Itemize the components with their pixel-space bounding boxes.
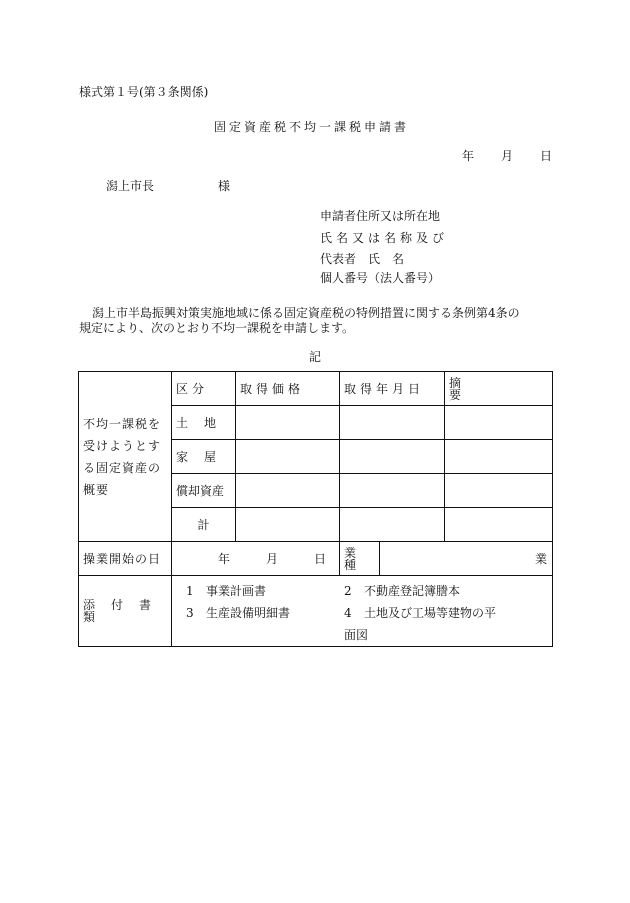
header-price: 取得価格 [236,372,340,406]
attachments-label: 添付書類 [79,576,172,647]
applicant-address-label: 申請者住所又は所在地 [320,209,441,223]
row-house-label: 家屋 [172,440,236,474]
applicant-name-label: 氏名又は名称及び [320,231,449,245]
header-date: 取得年月日 [340,372,445,406]
house-note-cell[interactable] [445,440,553,474]
house-price-cell[interactable] [236,440,340,474]
document-title: 固定資産税不均一課税申請書 [214,120,410,134]
body-text-line2: 規定により、次のとおり不均一課税を申請します。 [79,321,355,335]
total-price-cell[interactable] [236,508,340,542]
row-depreciable-label: 償却資産 [172,474,236,508]
date-day-label: 日 [540,149,553,163]
total-date-cell[interactable] [340,508,445,542]
applicant-representative-label: 代表者 氏 名 [320,252,405,266]
list-item: 1 事業計画書 [186,584,267,598]
addressee-name: 潟上市長 [106,179,155,193]
house-date-cell[interactable] [340,440,445,474]
total-note-cell[interactable] [445,508,553,542]
ki-heading: 記 [309,350,322,364]
date-month-label: 月 [501,149,514,163]
land-price-cell[interactable] [236,406,340,440]
form-number: 様式第１号(第３条関係) [79,85,209,99]
land-note-cell[interactable] [445,406,553,440]
body-text-line1: 潟上市半島振興対策実施地域に係る固定資産税の特例措置に関する条例第4条の [92,306,520,320]
summary-label: 不均一課税を受けようとする固定資産の概要 [83,416,162,497]
header-category: 区分 [172,372,236,406]
start-day-label: 日 [314,551,327,566]
start-date-label: 操業開始の日 [79,542,172,576]
depreciable-date-cell[interactable] [340,474,445,508]
summary-label-cell [79,372,172,542]
table-row [79,542,553,576]
row-land-label: 土地 [172,406,236,440]
list-item: 3 生産設備明細書 [186,606,291,620]
industry-cell[interactable] [380,542,553,576]
table-row [79,576,553,647]
start-month-label: 月 [266,551,279,566]
industry-label: 業種 [340,542,380,576]
depreciable-note-cell[interactable] [445,474,553,508]
start-date-cell[interactable] [172,542,340,576]
land-date-cell[interactable] [340,406,445,440]
list-item: 2 不動産登記簿謄本 [344,584,461,598]
asset-table [78,371,553,647]
list-item: 4 土地及び工場等建物の平面図 [344,606,497,642]
addressee-honorific: 様 [218,179,231,193]
start-year-label: 年 [218,551,231,566]
applicant-number-label: 個人番号（法人番号） [320,271,441,285]
date-year-label: 年 [462,149,475,163]
industry-suffix: 業 [535,551,548,566]
header-note: 摘要 [445,372,553,406]
row-total-label: 計 [172,508,236,542]
attachments-list [172,576,553,647]
depreciable-price-cell[interactable] [236,474,340,508]
